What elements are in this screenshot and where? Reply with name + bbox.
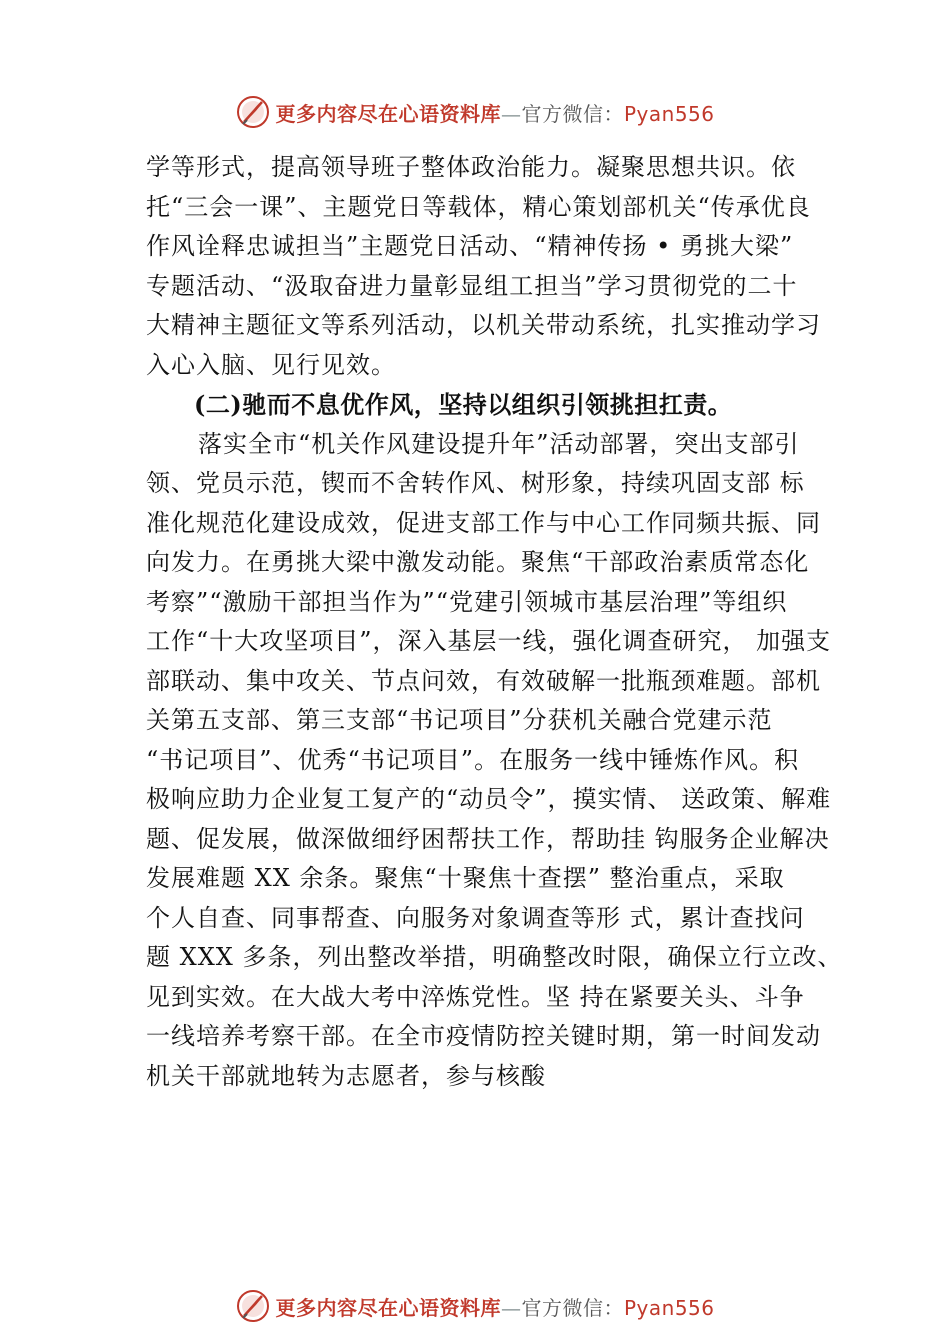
watermark-id: Pyan556: [623, 101, 715, 126]
watermark-main: 更多内容尽在心语资料库: [275, 1295, 501, 1320]
watermark-channel: 官方微信：: [521, 1295, 624, 1320]
quill-logo-icon: [235, 1288, 271, 1324]
body-line: 发展难题 XX 余条。聚焦“十聚焦十查摆” 整治重点，采取: [146, 864, 785, 892]
footer-watermark: [0, 1288, 950, 1324]
body-line: 专题活动、“汲取奋进力量彰显组工担当”学习贯彻党的二十: [146, 271, 798, 300]
body-line: 部联动、集中攻关、节点问效，有效破解一批瓶颈难题。部机: [146, 666, 821, 695]
body-line: 落实全市“机关作风建设提升年”活动部署，突出支部引: [198, 429, 800, 458]
body-line: 工作“十大攻坚项目”，深入基层一线，强化调查研究， 加强支: [146, 627, 832, 655]
header-watermark: [0, 94, 950, 130]
section-heading: (二)驰而不息优作风，坚持以组织引领挑担扛责。: [194, 390, 733, 419]
watermark-dash: —: [500, 101, 522, 126]
watermark-main: 更多内容尽在心语资料库: [275, 101, 501, 126]
body-line: 准化规范化建设成效，促进支部工作与中心工作同频共振、同: [146, 508, 821, 537]
body-line: “书记项目”、优秀“书记项目”。在服务一线中锤炼作风。积: [146, 745, 800, 774]
watermark-channel: 官方微信：: [521, 101, 624, 126]
body-line: 题 XXX 多条，列出整改举措，明确整改时限，确保立行立改、: [146, 943, 843, 971]
body-line: 学等形式，提高领导班子整体政治能力。凝聚思想共识。依: [146, 153, 796, 181]
watermark-text: [275, 98, 714, 127]
body-line: 作风诠释忠诚担当”主题党日活动、“精神传扬 • 勇挑大梁”: [146, 232, 794, 260]
body-line: 个人自查、同事帮查、向服务对象调查等形 式，累计查找问: [146, 903, 805, 932]
body-line: 大精神主题征文等系列活动，以机关带动系统，扎实推动学习: [146, 311, 821, 339]
body-line: 向发力。在勇挑大梁中激发动能。聚焦“干部政治素质常态化: [146, 548, 810, 576]
body-line: 极响应助力企业复工复产的“动员令”，摸实情、 送政策、解难: [146, 785, 832, 813]
body-line: 题、促发展，做深做细纾困帮扶工作，帮助挂 钩服务企业解决: [146, 824, 830, 853]
body-line: 托“三会一课”、主题党日等载体，精心策划部机关“传承优良: [146, 192, 811, 221]
body-line: 领、党员示范，锲而不舍转作风、树形象，持续巩固支部 标: [146, 469, 805, 497]
watermark-dash: —: [500, 1295, 522, 1320]
document-body: [146, 148, 843, 1096]
watermark-id: Pyan556: [623, 1295, 715, 1320]
quill-logo-icon: [235, 94, 271, 130]
body-line: 见到实效。在大战大考中淬炼党性。坚 持在紧要关头、斗争: [146, 982, 805, 1011]
body-line: 机关干部就地转为志愿者，参与核酸: [146, 1061, 546, 1090]
body-line: 一线培养考察干部。在全市疫情防控关键时期，第一时间发动: [146, 1022, 821, 1050]
body-line: 关第五支部、第三支部“书记项目”分获机关融合党建示范: [146, 706, 773, 734]
body-line: 入心入脑、见行见效。: [146, 350, 396, 379]
body-line: 考察”“激励干部担当作为”“党建引领城市基层治理”等组织: [146, 587, 788, 616]
watermark-text: [275, 1292, 714, 1321]
